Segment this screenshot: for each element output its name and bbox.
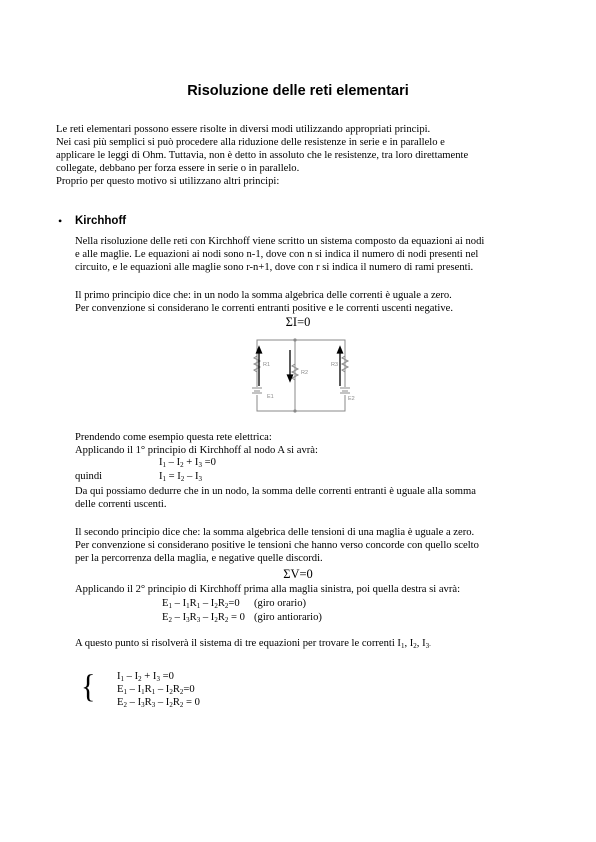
intro-line: collegate, debbano per forza essere in serie o in parallelo. [56, 163, 300, 174]
paragraph-6: Applicando il 2° principio di Kirchhoff prima alla maglia sinistra, poi quella destra si avrà: [75, 584, 461, 595]
text-line: Il primo principio dice che: in un nodo la somma algebrica delle correnti è uguale a zero. [75, 290, 452, 301]
text-line: delle correnti uscenti. [75, 499, 167, 510]
bullet: • [58, 214, 63, 228]
label-r1: R1 [263, 362, 271, 368]
system-equation-1: $I_1 - I_2 + I_3 =0$ [117, 671, 174, 683]
paragraph-4 [75, 485, 476, 511]
equation-right-mesh: $E_2 - I_3R_3 - I_2R_2 = 0$ [162, 612, 245, 624]
text-span: A questo punto si risolverà il sistema di tre equazioni per trovare le correnti [75, 638, 395, 649]
node-b [293, 409, 296, 412]
system-brace: { [81, 668, 96, 705]
paragraph-7: A questo punto si risolverà il sistema di tre equazioni per trovare le correnti $I_1$, $I_2$, $I_3$. [75, 638, 431, 650]
paragraph-5 [75, 526, 479, 565]
paragraph-2 [75, 289, 453, 315]
intro-line: Nei casi più semplici si può procedere alla riduzione delle resistenze in serie e in parallelo e [56, 137, 445, 148]
equation-left-mesh: $E_1 - I_1R_1 - I_2R_2=0$ [162, 598, 240, 610]
text-line: Applicando il 1° principio di Kirchhoff al nodo A si avrà: [75, 445, 318, 456]
quindi-label: quindi [75, 471, 103, 482]
text-line: Nella risoluzione delle reti con Kirchhoff viene scritto un sistema composto da equazioni ai nodi [75, 236, 485, 247]
text-line: Il secondo principio dice che: la somma algebrica delle tensioni di una maglia è uguale a zero. [75, 527, 475, 538]
node-a [293, 338, 296, 341]
text-line: Per convenzione si considerano positive le tensioni che hanno verso concorde con quello scelto [75, 540, 479, 551]
equation-node-a: $I_1 - I_2 + I_3 =0$ [159, 457, 216, 469]
equation-system [117, 670, 200, 709]
text-line: e alle maglie. Le equazioni ai nodi sono n-1, dove con n si indica il numero di nodi presenti nel [75, 249, 479, 260]
arrow-up-icon [338, 347, 343, 353]
intro-line: Le reti elementari possono essere risolte in diversi modi utilizzando appropriati principi. [56, 124, 431, 135]
text-line: per la percorrenza della maglia, e negative quelle discordi. [75, 553, 323, 564]
text-line: Prendendo come esempio questa rete elettrica: [75, 432, 272, 443]
system-equation-2: $E_1 - I_1R_1 - I_2R_2=0$ [117, 684, 195, 696]
paragraph-1 [75, 235, 484, 274]
giro-antiorario-label: (giro antiorario) [254, 612, 322, 623]
section-heading: Kirchhoff [75, 215, 127, 227]
arrow-down-icon [288, 375, 293, 381]
label-r2: R2 [301, 370, 309, 376]
giro-orario-label: (giro orario) [254, 598, 307, 609]
system-equation-3: $E_2 - I_3R_3 - I_2R_2 = 0$ [117, 697, 200, 709]
text-line: Per convenzione si considerano le correnti entranti positive e le correnti uscenti negative. [75, 303, 453, 314]
paragraph-3 [75, 431, 318, 457]
current-sum-formula: ΣI=0 [285, 315, 311, 329]
text-line: Da qui possiamo dedurre che in un nodo, la somma delle correnti entranti è uguale alla somma [75, 486, 476, 497]
text-line: circuito, e le equazioni alle maglie sono r-n+1, dove con r si indica il numero di rami presenti. [75, 262, 474, 273]
equation-current-i1: $I_1 = I_2 - I_3$ [159, 471, 202, 483]
circuit-diagram [246, 332, 358, 416]
intro-line: Proprio per questo motivo si utilizzano altri principi: [56, 176, 280, 187]
page-title: Risoluzione delle reti elementari [187, 83, 409, 99]
label-r3: R3 [331, 362, 339, 368]
voltage-sum-formula: ΣV=0 [283, 567, 313, 581]
label-e1: E1 [267, 394, 274, 400]
label-e2: E2 [348, 396, 355, 402]
intro-paragraph [56, 123, 468, 188]
intro-line: applicare le leggi di Ohm. Tuttavia, non è detto in assoluto che le resistenze, tra loro direttamente [56, 150, 469, 161]
